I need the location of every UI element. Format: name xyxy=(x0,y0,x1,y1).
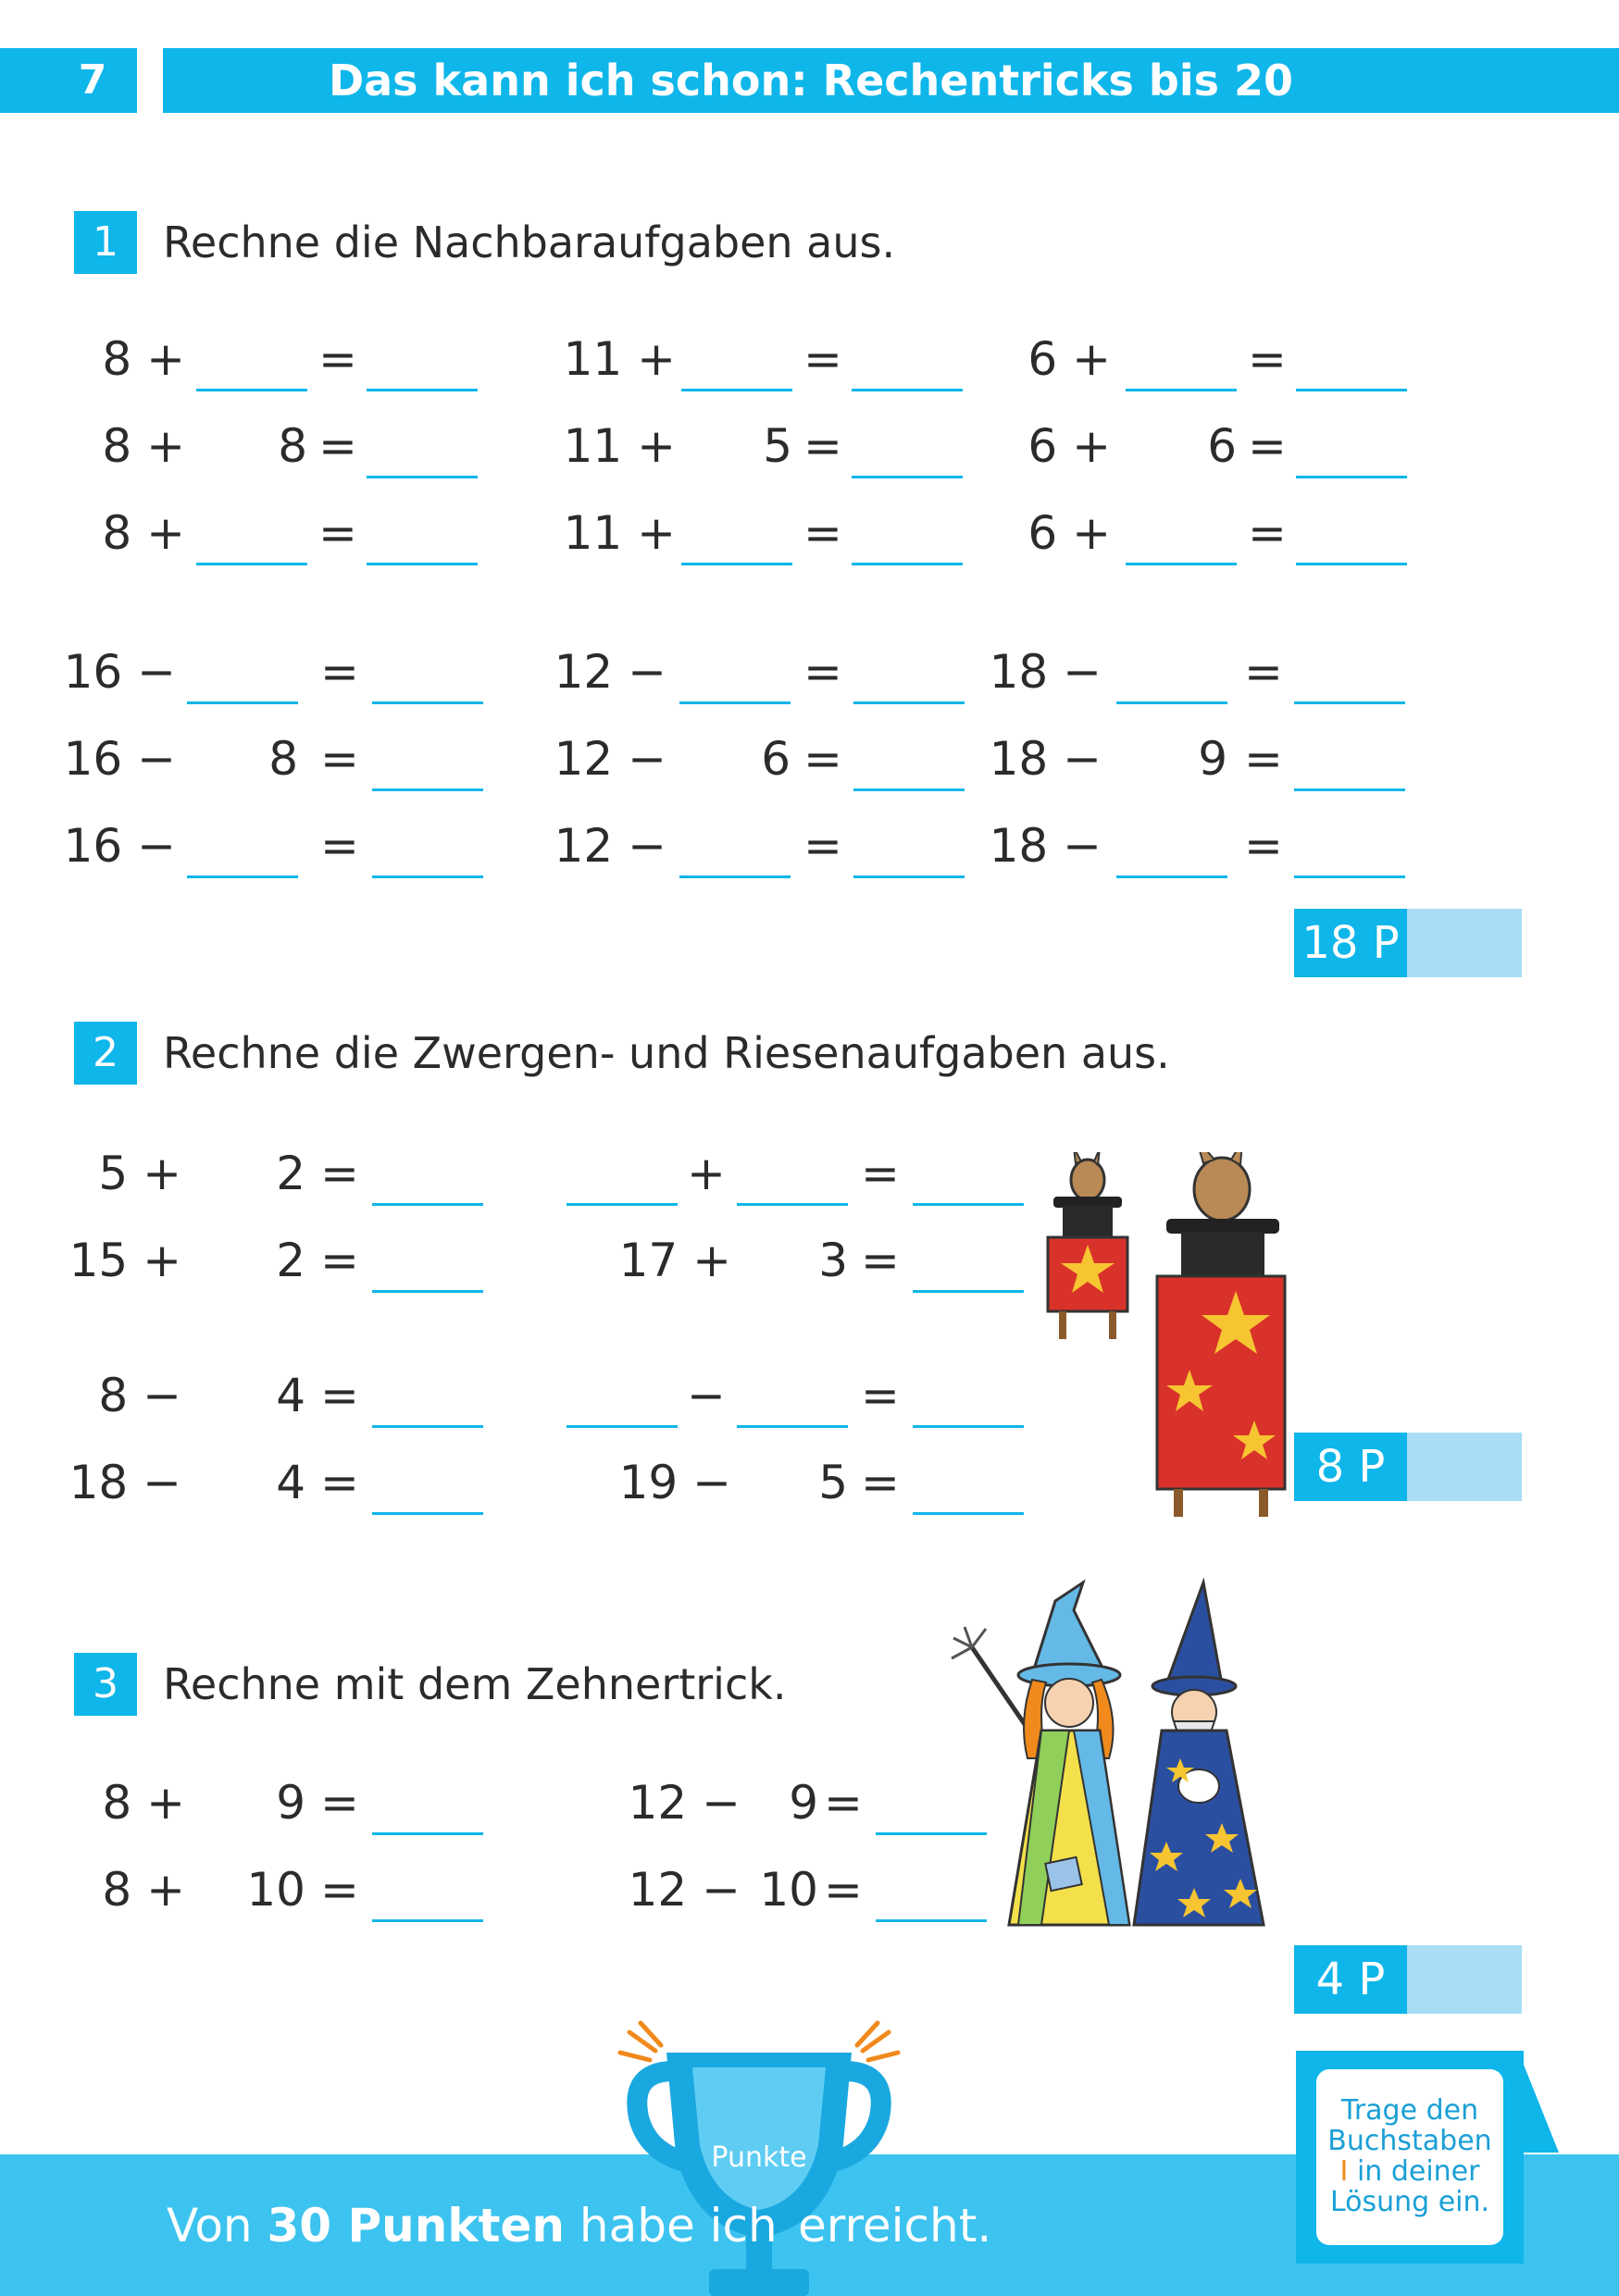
tip-box-flap xyxy=(1518,2051,1559,2153)
task-2-left-b: 4 xyxy=(276,1369,305,1422)
answer-blank[interactable] xyxy=(196,563,307,565)
minuend: 18 − xyxy=(989,732,1102,786)
result-blank[interactable] xyxy=(372,1290,483,1293)
task-3-instruction: Rechne mit dem Zehnertrick. xyxy=(163,1659,787,1709)
equals-sign: = xyxy=(861,1147,900,1200)
addend-left: 8 + xyxy=(102,419,185,473)
page-number: 7 xyxy=(78,56,107,104)
tip-line-1: Trage den xyxy=(1340,2094,1479,2127)
task-2-left-b: 4 xyxy=(276,1456,305,1509)
addend-right: 8 xyxy=(278,419,307,473)
equals-sign: = xyxy=(320,819,359,873)
task-2-right-a: 17 + xyxy=(618,1234,731,1287)
answer-blank[interactable] xyxy=(737,1425,848,1428)
footer-sentence xyxy=(167,2193,778,2258)
result-blank[interactable] xyxy=(1296,389,1407,391)
subtrahend: 8 xyxy=(268,732,298,786)
equals-sign: = xyxy=(803,506,842,560)
footer-points: 30 Punkten xyxy=(267,2199,565,2253)
minuend: 12 − xyxy=(554,645,666,699)
task-2-left-a: 15 + xyxy=(68,1234,181,1287)
equals-sign: = xyxy=(824,1863,863,1917)
minuend: 18 − xyxy=(989,819,1102,873)
addend-right: 6 xyxy=(1207,419,1237,473)
answer-blank[interactable] xyxy=(187,875,298,878)
addend-right: 5 xyxy=(763,419,792,473)
result-blank[interactable] xyxy=(367,563,478,565)
answer-blank[interactable] xyxy=(1116,875,1227,878)
result-blank[interactable] xyxy=(1296,563,1407,565)
equals-sign: = xyxy=(803,332,842,386)
equals-sign: = xyxy=(803,819,842,873)
equals-sign: = xyxy=(320,1776,359,1830)
result-blank[interactable] xyxy=(853,701,965,704)
task-1-score-label: 18 P xyxy=(1294,909,1407,977)
equals-sign: = xyxy=(320,1147,359,1200)
task-1-score-field[interactable] xyxy=(1407,909,1522,977)
equals-sign: = xyxy=(803,732,842,786)
answer-blank[interactable] xyxy=(1126,389,1237,391)
minuend: 16 − xyxy=(63,645,176,699)
equals-sign: = xyxy=(1244,819,1283,873)
magic-hat-illustration xyxy=(1037,1152,1296,1518)
addend-left: 8 + xyxy=(102,506,185,560)
task-2-score-field[interactable] xyxy=(1407,1433,1522,1501)
equals-sign: = xyxy=(861,1456,900,1509)
task-3-left-a: 8 + xyxy=(102,1776,185,1830)
minuend: 12 − xyxy=(554,732,666,786)
addend-left: 8 + xyxy=(102,332,185,386)
equals-sign: = xyxy=(320,1369,359,1422)
equals-sign: = xyxy=(320,1863,359,1917)
equals-sign: = xyxy=(824,1776,863,1830)
result-blank[interactable] xyxy=(853,875,965,878)
equals-sign: = xyxy=(861,1369,900,1422)
task-2-left-b: 2 xyxy=(276,1234,305,1287)
answer-blank[interactable] xyxy=(681,563,792,565)
page-title: Das kann ich schon: Rechentricks bis 20 xyxy=(328,56,1294,105)
task-3-left-b: 9 xyxy=(276,1776,305,1830)
result-blank[interactable] xyxy=(913,1290,1024,1293)
task-2-left-a: 5 + xyxy=(98,1147,181,1200)
addend-left: 6 + xyxy=(1027,419,1111,473)
task-3-left-a: 8 + xyxy=(102,1863,185,1917)
task-3-right-a: 12 − xyxy=(628,1776,741,1830)
equals-sign: = xyxy=(803,645,842,699)
result-blank[interactable] xyxy=(367,476,478,478)
subtrahend: 6 xyxy=(761,732,791,786)
task-2-instruction: Rechne die Zwergen- und Riesenaufgaben aus. xyxy=(163,1028,1170,1078)
task-2-score-label: 8 P xyxy=(1294,1433,1407,1501)
result-blank[interactable] xyxy=(1294,875,1405,878)
equals-sign: = xyxy=(803,419,842,473)
equals-sign: = xyxy=(318,419,357,473)
task-3-right-b: 9 xyxy=(789,1776,818,1830)
tip-line-2: Buchstaben xyxy=(1327,2125,1492,2157)
footer-text-after: erreicht. xyxy=(798,2199,992,2253)
result-blank[interactable] xyxy=(372,701,483,704)
task-3-number: 3 xyxy=(74,1653,137,1716)
result-blank[interactable] xyxy=(372,788,483,791)
task-3-left-b: 10 xyxy=(246,1863,305,1917)
result-blank[interactable] xyxy=(913,1425,1024,1428)
result-blank[interactable] xyxy=(372,1919,483,1922)
equals-sign: = xyxy=(320,1456,359,1509)
minuend: 18 − xyxy=(989,645,1102,699)
footer-text-before: Von xyxy=(167,2199,253,2253)
equals-sign: = xyxy=(1244,645,1283,699)
task-3-score-box xyxy=(1294,1945,1522,2014)
answer-blank[interactable] xyxy=(681,389,792,391)
task-2-score-box xyxy=(1294,1433,1522,1501)
tip-line-4: Lösung ein. xyxy=(1329,2186,1490,2218)
equals-sign: = xyxy=(320,645,359,699)
equals-sign: = xyxy=(1244,732,1283,786)
answer-blank[interactable] xyxy=(737,1203,848,1206)
answer-blank[interactable] xyxy=(196,389,307,391)
answer-blank[interactable] xyxy=(187,701,298,704)
footer-text-middle: habe ich xyxy=(579,2199,778,2253)
result-blank[interactable] xyxy=(372,1512,483,1515)
minuend: 16 − xyxy=(63,819,176,873)
result-blank[interactable] xyxy=(852,389,963,391)
answer-blank[interactable] xyxy=(1116,701,1227,704)
tip-line-3-text: in deiner xyxy=(1356,2155,1480,2188)
tip-letter: I xyxy=(1339,2155,1349,2188)
answer-blank[interactable] xyxy=(1126,563,1237,565)
task-3-score-field[interactable] xyxy=(1407,1945,1522,2014)
equals-sign: = xyxy=(861,1234,900,1287)
task-2-left-a: 8 − xyxy=(98,1369,181,1422)
equals-sign: = xyxy=(1248,332,1287,386)
result-blank[interactable] xyxy=(1294,788,1405,791)
minuend: 16 − xyxy=(63,732,176,786)
answer-blank[interactable] xyxy=(567,1203,678,1206)
subtrahend: 9 xyxy=(1198,732,1227,786)
equals-sign: = xyxy=(318,332,357,386)
operator: − xyxy=(687,1369,726,1422)
trophy-label: Punkte xyxy=(711,2141,807,2174)
addend-left: 11 + xyxy=(563,419,676,473)
task-2-number: 2 xyxy=(74,1022,137,1085)
task-2-left-b: 2 xyxy=(276,1147,305,1200)
equals-sign: = xyxy=(1248,506,1287,560)
result-blank[interactable] xyxy=(876,1832,987,1835)
task-3-right-b: 10 xyxy=(759,1863,818,1917)
result-blank[interactable] xyxy=(372,1425,483,1428)
addend-left: 6 + xyxy=(1027,332,1111,386)
task-3-score-label: 4 P xyxy=(1294,1945,1407,2014)
wizards-illustration xyxy=(944,1573,1305,1934)
result-blank[interactable] xyxy=(853,788,965,791)
equals-sign: = xyxy=(318,506,357,560)
result-blank[interactable] xyxy=(367,389,478,391)
result-blank[interactable] xyxy=(876,1919,987,1922)
result-blank[interactable] xyxy=(372,875,483,878)
task-2-right-b: 5 xyxy=(818,1456,848,1509)
answer-blank[interactable] xyxy=(679,701,791,704)
minuend: 12 − xyxy=(554,819,666,873)
task-1-number: 1 xyxy=(74,211,137,274)
equals-sign: = xyxy=(320,1234,359,1287)
addend-left: 11 + xyxy=(563,332,676,386)
result-blank[interactable] xyxy=(852,563,963,565)
result-blank[interactable] xyxy=(913,1203,1024,1206)
addend-left: 11 + xyxy=(563,506,676,560)
task-3-right-a: 12 − xyxy=(628,1863,741,1917)
equals-sign: = xyxy=(320,732,359,786)
result-blank[interactable] xyxy=(852,476,963,478)
operator: + xyxy=(687,1147,726,1200)
task-2-right-a: 19 − xyxy=(618,1456,731,1509)
answer-blank[interactable] xyxy=(567,1425,678,1428)
result-blank[interactable] xyxy=(1294,701,1405,704)
equals-sign: = xyxy=(1248,419,1287,473)
result-blank[interactable] xyxy=(372,1832,483,1835)
result-blank[interactable] xyxy=(372,1203,483,1206)
task-2-right-b: 3 xyxy=(818,1234,848,1287)
addend-left: 6 + xyxy=(1027,506,1111,560)
task-2-left-a: 18 − xyxy=(68,1456,181,1509)
answer-blank[interactable] xyxy=(679,875,791,878)
result-blank[interactable] xyxy=(1296,476,1407,478)
tip-line-3 xyxy=(1316,2156,1503,2187)
result-blank[interactable] xyxy=(913,1512,1024,1515)
task-1-instruction: Rechne die Nachbaraufgaben aus. xyxy=(163,217,896,267)
task-1-score-box xyxy=(1294,909,1522,977)
